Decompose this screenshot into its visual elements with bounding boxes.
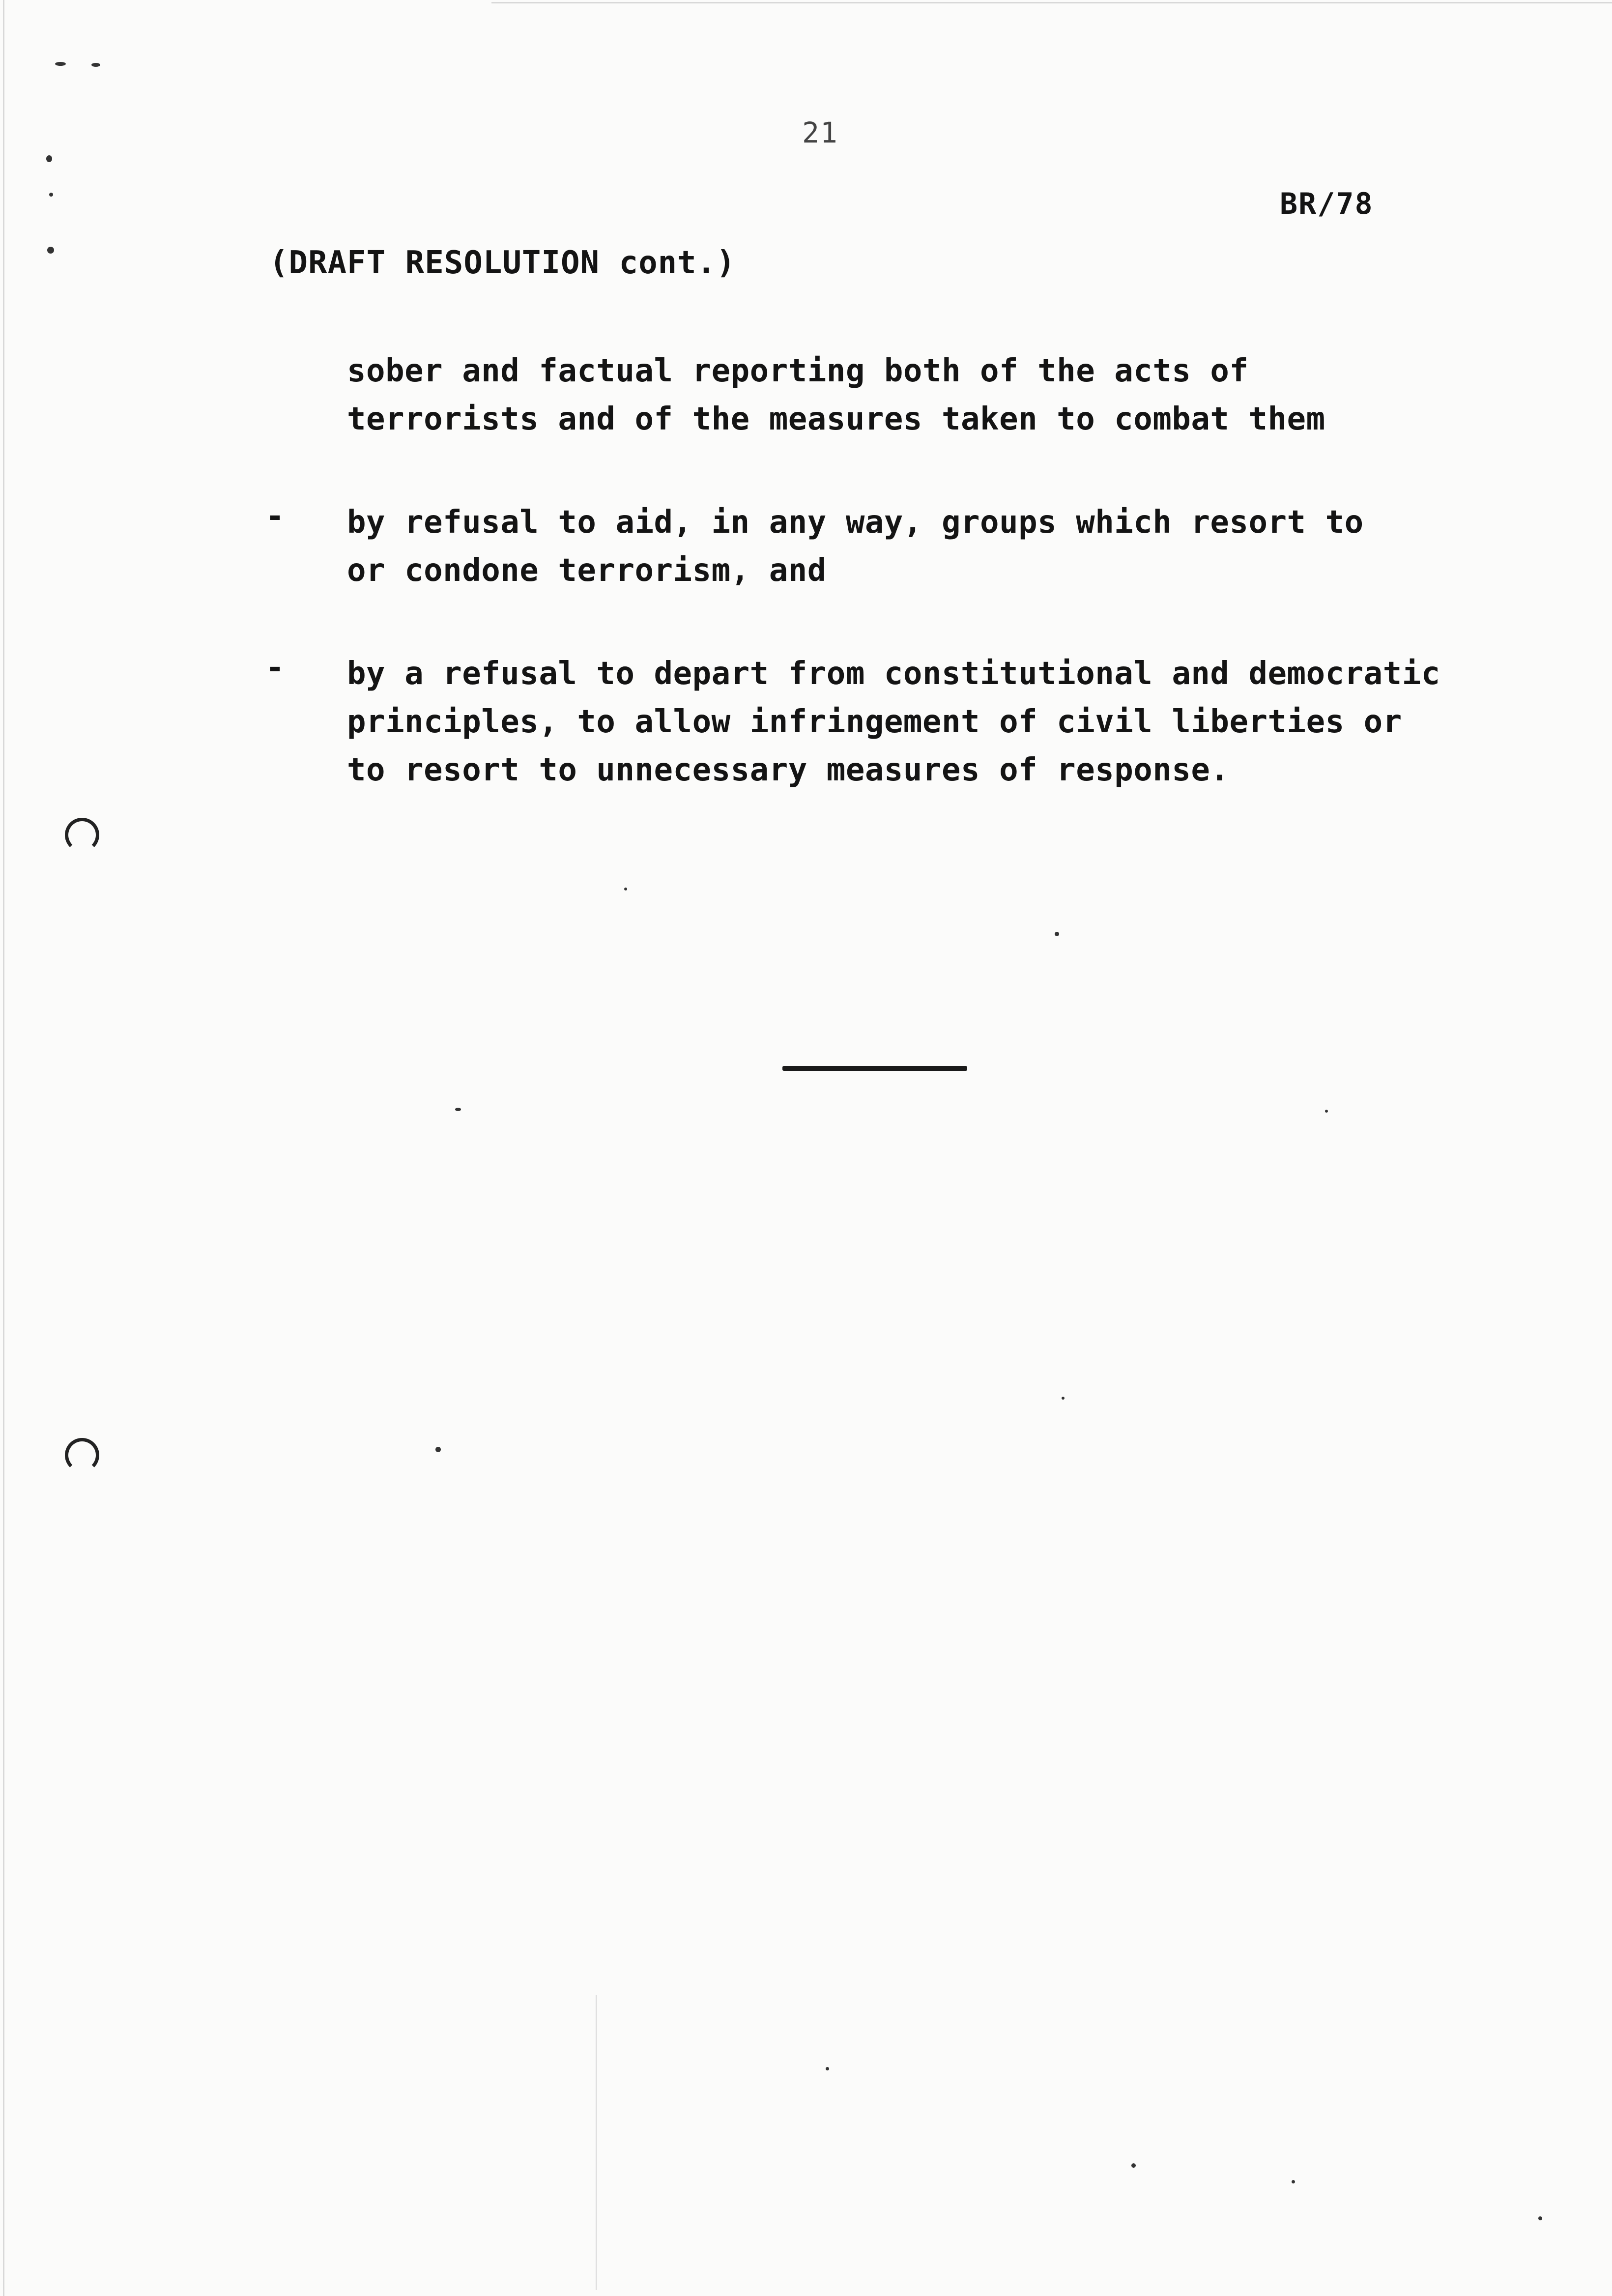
margin-mark xyxy=(55,62,66,66)
text-line: by refusal to aid, in any way, groups which resort to xyxy=(347,504,1364,541)
bullet-dash: - xyxy=(265,650,285,686)
text-line: sober and factual reporting both of the acts of xyxy=(347,353,1249,389)
bullet-dash: - xyxy=(265,498,285,535)
margin-mark xyxy=(91,63,100,67)
closing-rule xyxy=(782,1066,967,1071)
punch-hole-top xyxy=(65,818,99,852)
margin-mark xyxy=(46,155,52,162)
punch-hole-bottom xyxy=(65,1438,99,1472)
margin-mark xyxy=(49,193,53,197)
text-line: to resort to unnecessary measures of response. xyxy=(347,752,1230,788)
dust-speck xyxy=(624,888,627,890)
left-margin-edge xyxy=(3,0,4,2296)
dust-speck xyxy=(1538,2216,1542,2220)
dust-speck xyxy=(1292,2180,1295,2183)
dust-speck xyxy=(435,1447,441,1452)
dust-speck xyxy=(1055,932,1059,936)
document-reference: BR/78 xyxy=(1280,187,1374,221)
text-line: principles, to allow infringement of civil liberties or xyxy=(347,704,1402,740)
fold-line xyxy=(596,1995,597,2290)
paragraph-bullet-principles xyxy=(347,650,1440,794)
top-margin-edge xyxy=(491,2,1612,3)
paragraph-continuation xyxy=(347,347,1325,443)
dust-speck xyxy=(826,2067,829,2070)
margin-mark xyxy=(47,247,54,254)
section-heading: (DRAFT RESOLUTION cont.) xyxy=(269,245,736,281)
text-line: or condone terrorism, and xyxy=(347,552,827,589)
dust-speck xyxy=(1325,1110,1328,1113)
dust-speck xyxy=(1062,1397,1065,1400)
dust-speck xyxy=(455,1108,461,1111)
text-line: by a refusal to depart from constitutional and democratic xyxy=(347,656,1440,692)
page-number: 21 xyxy=(802,116,838,149)
text-line: terrorists and of the measures taken to combat them xyxy=(347,401,1325,437)
dust-speck xyxy=(1131,2163,1136,2168)
paragraph-bullet-aid xyxy=(347,498,1364,595)
